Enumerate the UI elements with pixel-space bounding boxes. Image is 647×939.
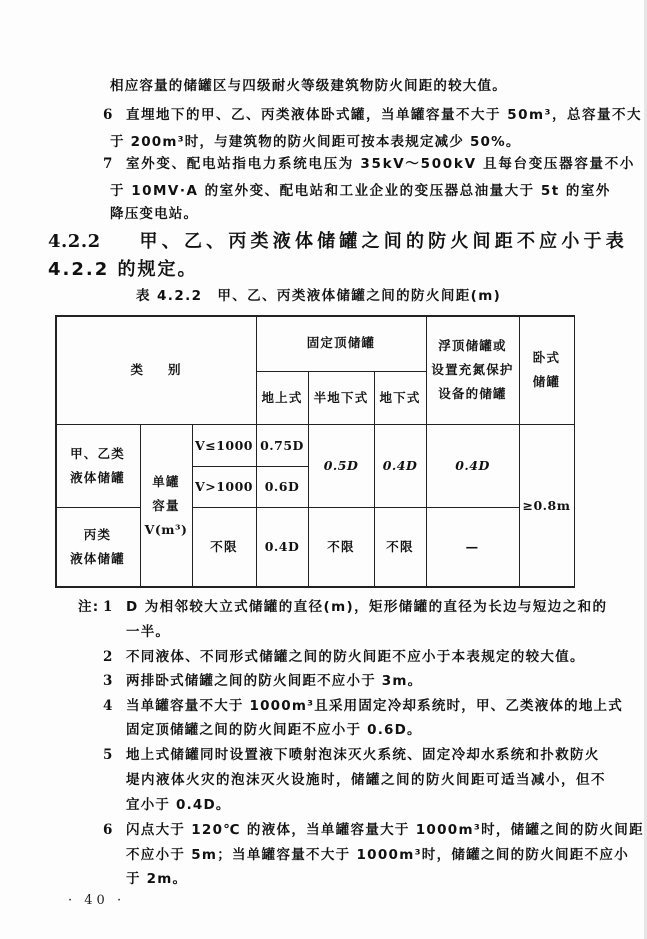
note-line: 固定顶储罐之间的防火间距不应小于 0.6D。 <box>126 722 422 738</box>
horizontal-all: ≥0.8m <box>522 497 571 513</box>
header-horizontal <box>519 315 574 424</box>
capacity-label-line: 容量 <box>152 497 180 513</box>
section-text: 甲、乙、丙类液体储罐之间的防火间距不应小于表 <box>139 231 628 252</box>
section-heading <box>48 231 628 253</box>
row-class-c <box>55 508 140 586</box>
note-line: 于 2m。 <box>126 871 188 887</box>
capacity-label <box>140 425 192 586</box>
note-line: 堤内液体火灾的泡沫灭火设施时，储罐之间的防火间距可适当减小，但不 <box>126 772 606 788</box>
row-class-ab-line: 液体储罐 <box>70 470 125 485</box>
header-underground: 地下式 <box>379 389 421 405</box>
note-line: 一半。 <box>126 624 171 640</box>
header-floating-roof <box>426 315 519 424</box>
note-line: 闪点大于 120℃ 的液体，当单罐容量大于 1000m³时，储罐之间的防火间距 <box>126 822 644 838</box>
header-category: 类 别 <box>130 361 181 377</box>
ab-semi-underground: 0.5D <box>323 458 359 473</box>
page-number: · 40 · <box>68 893 126 908</box>
cond-unlimited: 不限 <box>210 539 238 554</box>
fire-distance-table <box>55 315 575 587</box>
item-number: 7 <box>103 156 113 172</box>
note-line: 不同液体、不同形式储罐之间的防火间距不应小于本表规定的较大值。 <box>126 649 585 665</box>
header-floating-roof-line: 设备的储罐 <box>438 385 507 401</box>
note-line: 宜小于 0.4D。 <box>126 797 231 813</box>
row-class-ab <box>55 425 140 507</box>
row-class-ab-line: 甲、乙类 <box>70 446 125 461</box>
note-number: 2 <box>103 649 113 665</box>
item-line: 降压变电站。 <box>110 206 199 222</box>
item-line: 于 200m³时，与建筑物的防火间距可按本表规定减少 50%。 <box>110 134 521 150</box>
ab-underground: 0.4D <box>382 458 418 473</box>
row-class-c-line: 液体储罐 <box>70 551 125 566</box>
header-fixed-roof: 固定顶储罐 <box>306 335 376 350</box>
note-line: D 为相邻较大立式储罐的直径(m)，矩形储罐的直径为长边与短边之和的 <box>126 599 608 615</box>
section-number: 4.2.2 <box>48 231 101 252</box>
capacity-label-line: V(m³) <box>144 521 188 537</box>
header-horizontal-line: 卧式 <box>532 349 561 365</box>
header-above-ground: 地上式 <box>261 389 303 405</box>
header-semi-underground: 半地下式 <box>313 389 369 405</box>
note-line: 地上式储罐同时设置液下喷射泡沫灭火系统、固定冷却水系统和扑救防火 <box>126 747 600 763</box>
header-floating-roof-line: 浮顶储罐或 <box>438 337 507 353</box>
table-border-bottom <box>55 586 575 588</box>
note-number: 5 <box>103 747 113 763</box>
item-number: 6 <box>103 107 113 123</box>
section-text-line2: 4.2.2 的规定。 <box>48 259 198 280</box>
header-floating-roof-line: 设置充氮保护 <box>431 361 514 377</box>
row-class-c-line: 丙类 <box>83 527 112 542</box>
continuation-line: 相应容量的储罐区与四级耐火等级建筑物防火间距的较大值。 <box>110 78 507 94</box>
item-line: 于 10MV·A 的室外变、配电站和工业企业的变压器总油量大于 5t 的室外 <box>110 183 611 199</box>
note-line: 当单罐容量不大于 1000m³且采用固定冷却系统时，甲、乙类液体的地上式 <box>126 698 623 714</box>
item-line: 室外变、配电站指电力系统电压为 35kV～500kV 且每台变压器容量不小 <box>126 156 636 172</box>
cond-le-1000: V≤1000 <box>195 437 253 453</box>
header-horizontal-line: 储罐 <box>532 373 561 389</box>
c-above-ground: 0.4D <box>264 539 300 554</box>
ab-le-above-ground: 0.75D <box>260 437 304 453</box>
note-number: 3 <box>103 673 113 689</box>
item-line: 直埋地下的甲、乙、丙类液体卧式罐，当单罐容量不大于 50m³，总容量不大 <box>126 107 642 123</box>
ab-gt-above-ground: 0.6D <box>264 479 300 494</box>
notes-prefix: 注: <box>78 599 100 615</box>
table-caption: 表 4.2.2 甲、乙、丙类液体储罐之间的防火间距(m) <box>136 288 502 304</box>
note-number: 4 <box>103 698 113 714</box>
note-number: 6 <box>103 822 113 838</box>
c-semi-underground: 不限 <box>327 539 355 554</box>
note-number: 1 <box>103 599 113 615</box>
c-floating-roof: — <box>465 539 480 554</box>
cond-gt-1000: V>1000 <box>195 479 253 494</box>
c-underground: 不限 <box>386 539 414 554</box>
note-line: 两排卧式储罐之间的防火间距不应小于 3m。 <box>126 673 423 689</box>
capacity-label-line: 单罐 <box>152 473 180 489</box>
note-line: 不应小于 5m；当单罐容量不大于 1000m³时，储罐之间的防火间距不应小 <box>126 847 630 863</box>
ab-floating-roof: 0.4D <box>455 458 490 473</box>
